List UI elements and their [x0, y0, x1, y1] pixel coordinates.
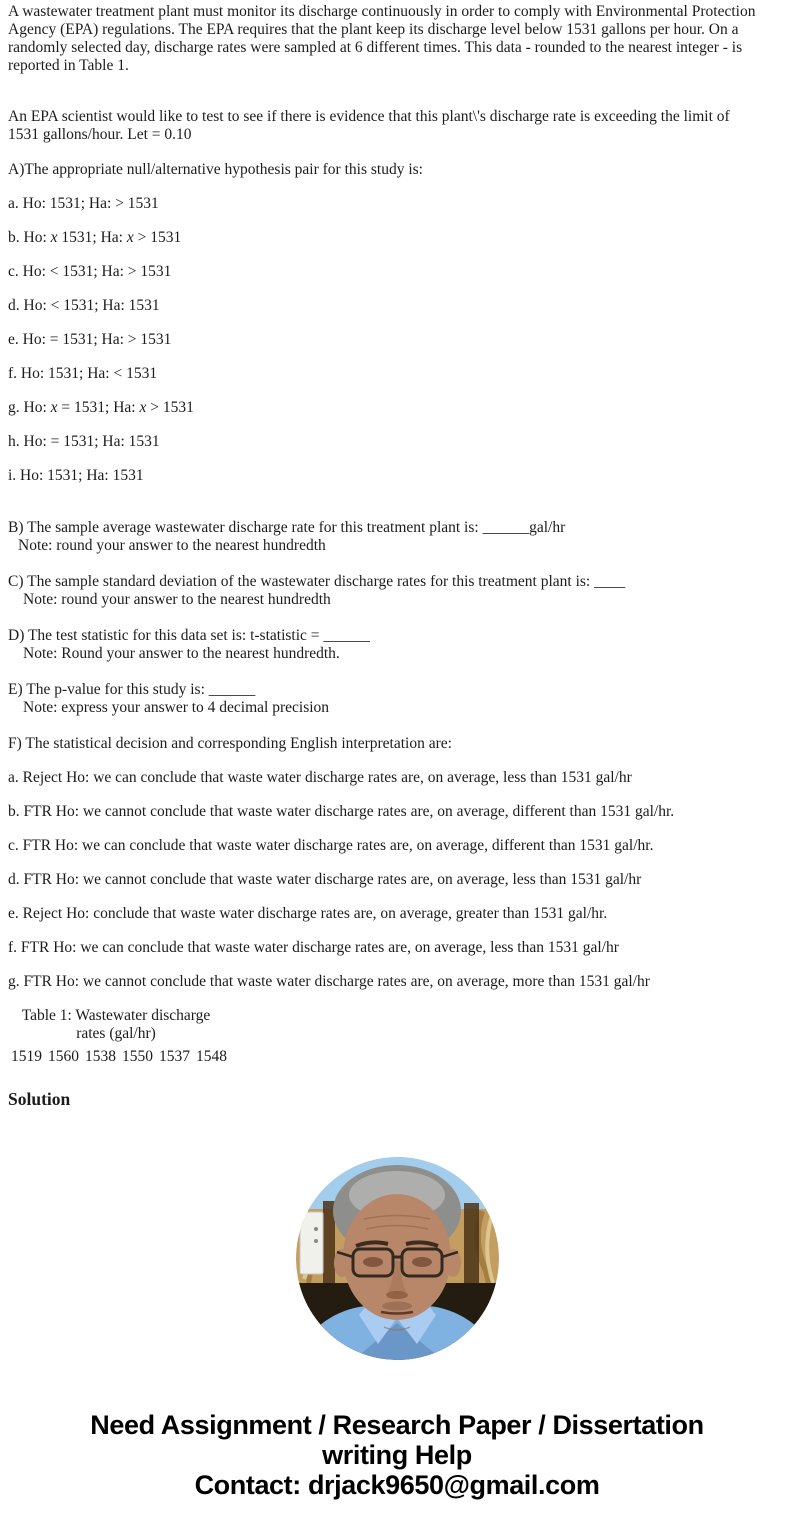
switch-dot: [314, 1239, 318, 1243]
option-b: b. Ho: x 1531; Ha: x > 1531: [8, 229, 182, 246]
question-e: [8, 681, 786, 717]
f-option-a: a. Reject Ho: we can conclude that waste water discharge rates are, on average, less than 1531 gal/hr: [8, 769, 632, 786]
table-cell: 1550: [122, 1048, 153, 1065]
f-option-c: c. FTR Ho: we can conclude that waste water discharge rates are, on average, different than 1531 gal/hr.: [8, 837, 654, 854]
table-cell: 1538: [85, 1048, 116, 1065]
scenario-line: An EPA scientist would like to test to see if there is evidence that this plant\'s discharge rate is exceeding the limit of: [8, 108, 730, 125]
question-a-header: A)The appropriate null/alternative hypothesis pair for this study is:: [8, 161, 423, 178]
option-h: h. Ho: = 1531; Ha: 1531: [8, 433, 160, 450]
contact-email-line: Contact: drjack9650@gmail.com: [194, 1470, 600, 1500]
switch-dot: [314, 1227, 318, 1231]
question-c: [8, 573, 786, 609]
scenario-line: 1531 gallons/hour. Let = 0.10: [8, 126, 192, 143]
question-f-header: F) The statistical decision and corresponding English interpretation are:: [8, 735, 452, 752]
table-caption-line: rates (gal/hr): [76, 1025, 156, 1042]
tutor-photo: [296, 1157, 499, 1360]
eye: [412, 1257, 432, 1267]
table-1: [8, 1007, 227, 1066]
question-d-line: D) The test statistic for this data set is: t-statistic = ______: [8, 627, 370, 644]
x-bar-symbol: x: [126, 229, 134, 246]
table-caption-line: Table 1: Wastewater discharge: [21, 1007, 211, 1024]
question-c-line: C) The sample standard deviation of the wastewater discharge rates for this treatment plant is: ____: [8, 573, 626, 590]
option-g: g. Ho: x = 1531; Ha: x > 1531: [8, 399, 194, 416]
question-c-note: Note: round your answer to the nearest hundredth: [23, 591, 331, 608]
option-c: c. Ho: < 1531; Ha: > 1531: [8, 263, 172, 280]
x-bar-symbol: x: [139, 399, 147, 416]
solution-heading: Solution: [8, 1089, 71, 1109]
footer-line: writing Help: [322, 1440, 472, 1470]
option-d: d. Ho: < 1531; Ha: 1531: [8, 297, 160, 314]
footer-line: Need Assignment / Research Paper / Dissertation: [90, 1410, 704, 1440]
question-f: [8, 735, 786, 991]
table-cell: 1519: [11, 1048, 42, 1065]
question-e-note: Note: express your answer to 4 decimal precision: [23, 699, 330, 716]
question-d: [8, 627, 786, 663]
f-option-e: e. Reject Ho: conclude that waste water discharge rates are, on average, greater than 1531 gal/hr.: [8, 905, 608, 922]
question-b-note: Note: round your answer to the nearest hundredth: [18, 537, 326, 554]
intro-line: Agency (EPA) regulations. The EPA requires that the plant keep its discharge level below 1531 gallons per hour. On a: [8, 21, 739, 38]
footer-banner: [8, 1410, 786, 1500]
mustache-shadow: [382, 1302, 412, 1311]
option-i: i. Ho: 1531; Ha: 1531: [8, 467, 144, 484]
f-option-b: b. FTR Ho: we cannot conclude that waste water discharge rates are, on average, different than 1531 gal/hr.: [8, 803, 675, 820]
nose-shadow: [386, 1291, 408, 1299]
document: [8, 3, 786, 1500]
table-row: [11, 1048, 227, 1066]
table-cell: 1537: [159, 1048, 190, 1065]
switch-plate: [300, 1212, 323, 1274]
question-e-line: E) The p-value for this study is: ______: [8, 681, 256, 698]
table-1-caption: [8, 1007, 224, 1043]
intro-line: A wastewater treatment plant must monitor its discharge continuously in order to comply with Environmental Protection: [8, 3, 756, 20]
intro-paragraph: [8, 3, 786, 75]
question-b: [8, 519, 786, 555]
table-cell: 1548: [196, 1048, 227, 1065]
eye: [363, 1257, 383, 1267]
option-e: e. Ho: = 1531; Ha: > 1531: [8, 331, 172, 348]
intro-line: randomly selected day, discharge rates were sampled at 6 different times. This data - rounded to the nearest integer - is: [8, 39, 743, 56]
question-a: [8, 161, 786, 485]
x-bar-symbol: x: [50, 399, 58, 416]
f-option-g: g. FTR Ho: we cannot conclude that waste water discharge rates are, on average, more than 1531 gal/hr: [8, 973, 650, 990]
tutor-avatar: [8, 1157, 786, 1360]
question-d-note: Note: Round your answer to the nearest hundredth.: [23, 645, 340, 662]
scenario-paragraph: [8, 108, 786, 144]
f-option-d: d. FTR Ho: we cannot conclude that waste water discharge rates are, on average, less than 1531 gal/hr: [8, 871, 642, 888]
table-cell: 1560: [48, 1048, 79, 1065]
option-f: f. Ho: 1531; Ha: < 1531: [8, 365, 158, 382]
f-option-f: f. FTR Ho: we can conclude that waste water discharge rates are, on average, less than 1531 gal/hr: [8, 939, 619, 956]
option-a: a. Ho: 1531; Ha: > 1531: [8, 195, 159, 212]
intro-line: reported in Table 1.: [8, 57, 129, 74]
question-b-line: B) The sample average wastewater discharge rate for this treatment plant is: ______gal/hr: [8, 519, 566, 536]
x-bar-symbol: x: [50, 229, 58, 246]
